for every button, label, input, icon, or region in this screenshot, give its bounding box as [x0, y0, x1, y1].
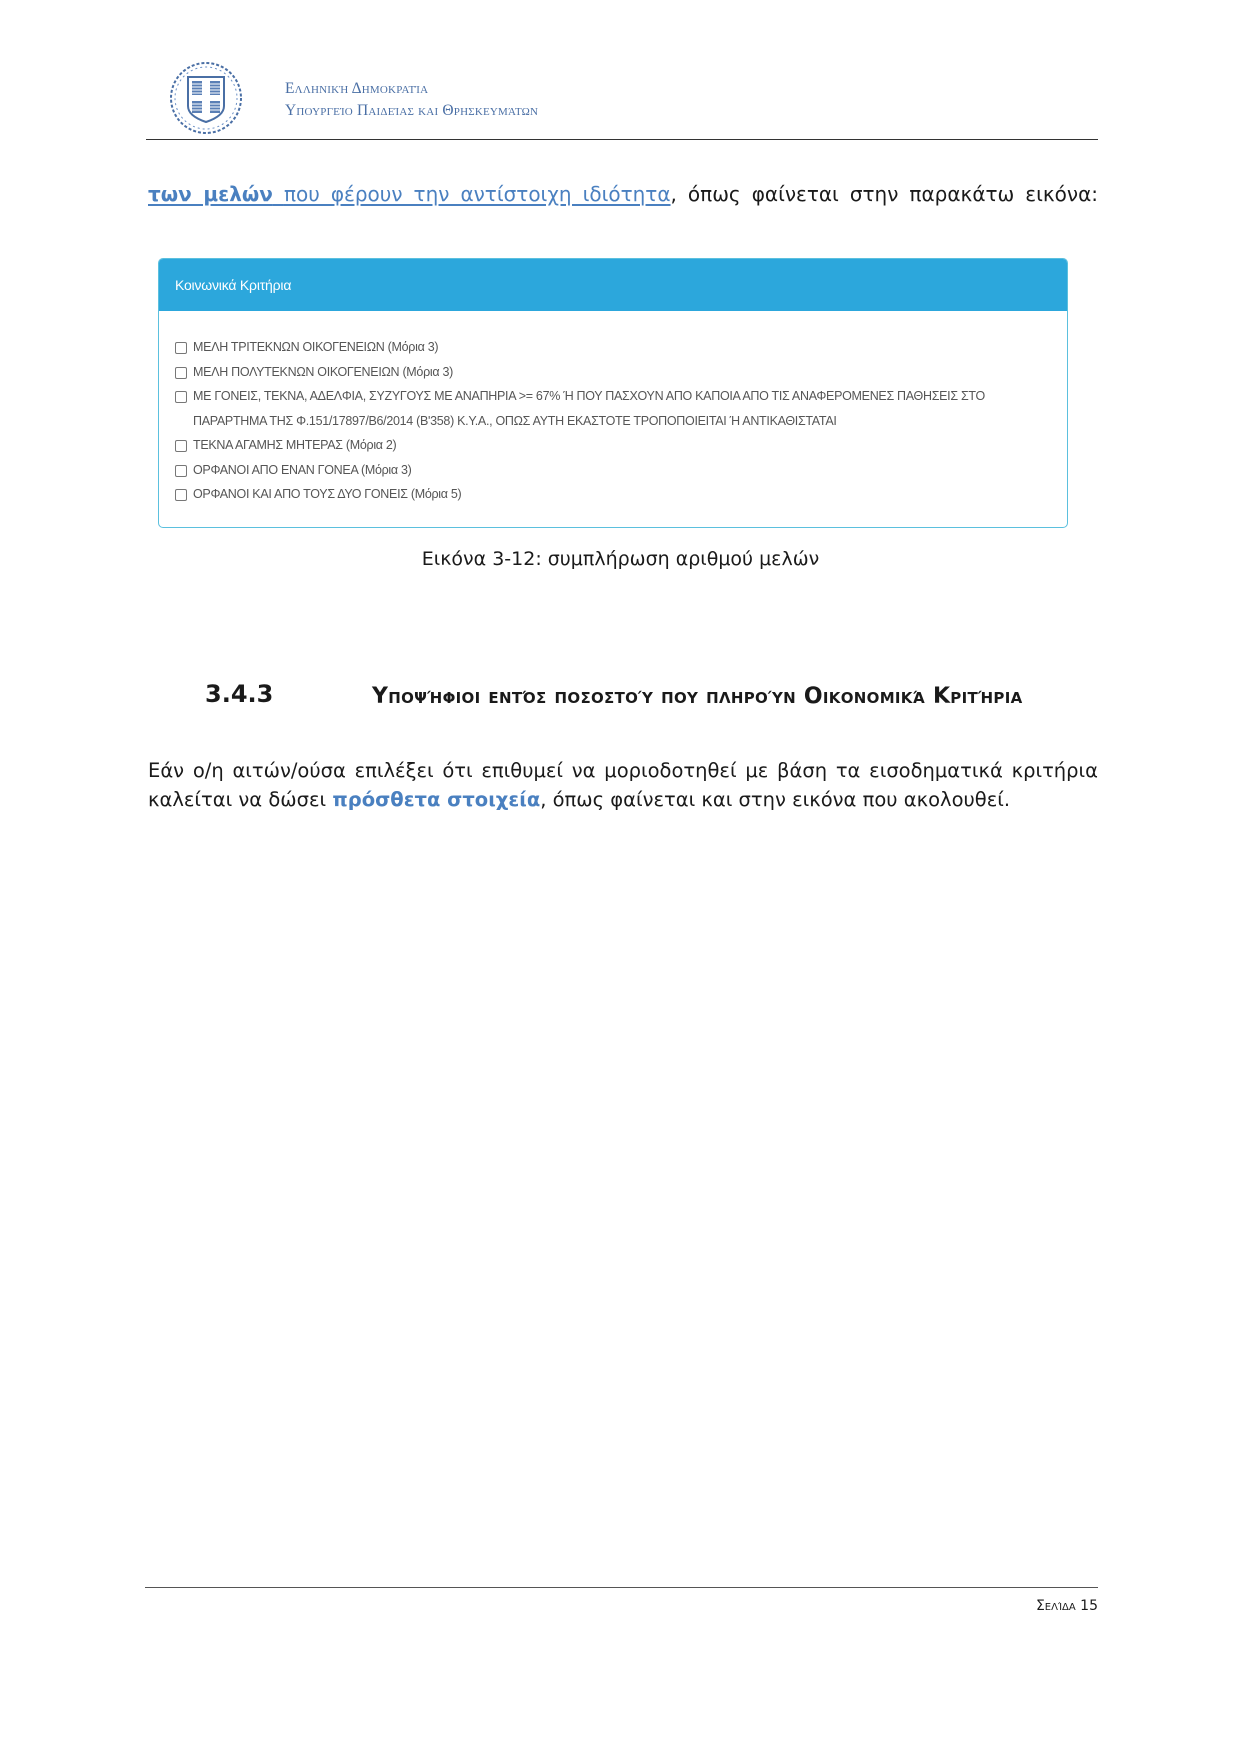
intro-tail: , όπως φαίνεται στην παρακάτω εικόνα:: [670, 182, 1099, 206]
footer-divider: [145, 1587, 1098, 1588]
social-criteria-panel: [158, 258, 1068, 528]
page-label: Σελίδα: [1035, 1598, 1076, 1614]
criteria-option[interactable]: [175, 360, 1051, 385]
body-text-tail: , όπως φαίνεται και στην εικόνα που ακολουθεί.: [540, 788, 1011, 811]
checkbox[interactable]: [175, 465, 187, 477]
checkbox[interactable]: [175, 489, 187, 501]
criteria-option[interactable]: [175, 335, 1051, 360]
criteria-option[interactable]: [175, 384, 1051, 433]
checkbox[interactable]: [175, 391, 187, 403]
section-number: 3.4.3: [205, 680, 274, 708]
criteria-option[interactable]: [175, 482, 1051, 507]
option-label: ΟΡΦΑΝΟΙ ΚΑΙ ΑΠΟ ΤΟΥΣ ΔΥΟ ΓΟΝΕΙΣ (Μόρια 5): [193, 487, 462, 501]
additional-info-link[interactable]: πρόσθετα στοιχεία: [332, 788, 541, 811]
page-number: [1036, 1598, 1098, 1614]
section-title: Υποψήφιοι εντός ποσοστού που πληρούν Οικονομικά Κριτήρια: [372, 684, 1023, 709]
option-label: ΤΕΚΝΑ ΑΓΑΜΗΣ ΜΗΤΕΡΑΣ (Μόρια 2): [193, 438, 397, 452]
greek-coat-of-arms-icon: [168, 60, 244, 136]
criteria-option[interactable]: [175, 458, 1051, 483]
checkbox[interactable]: [175, 342, 187, 354]
option-label: ΜΕΛΗ ΠΟΛΥΤΕΚΝΩΝ ΟΙΚΟΓΕΝΕΙΩΝ (Μόρια 3): [193, 364, 453, 379]
header-divider: [146, 139, 1098, 140]
body-paragraph: [148, 756, 1098, 814]
page-number-value: 15: [1080, 1598, 1098, 1614]
panel-title: Κοινωνικά Κριτήρια: [175, 277, 292, 293]
panel-header: [159, 259, 1067, 311]
checkbox[interactable]: [175, 440, 187, 452]
header-ministry-text: [285, 78, 538, 122]
body-text: Εάν ο/η αιτών/ούσα επιλέξει ότι επιθυμεί να μοριοδοτηθεί με βάση τα εισοδηματικά κριτήρια καλείται να δώσει: [148, 759, 1098, 811]
option-label: ΟΡΦΑΝΟΙ ΑΠΟ ΕΝΑΝ ΓΟΝΕΑ (Μόρια 3): [193, 462, 412, 477]
figure-caption: Εικόνα 3-12: συμπλήρωση αριθμού μελών: [421, 548, 820, 570]
checkbox[interactable]: [175, 367, 187, 379]
header-line-1: Ελληνική Δημοκρατία: [285, 80, 429, 97]
criteria-option[interactable]: [175, 433, 1051, 458]
intro-paragraph: [148, 180, 1098, 208]
members-link[interactable]: των μελών που φέρουν την αντίστοιχη ιδιότητα: [148, 182, 671, 206]
header-line-2: Υπουργείο Παιδείας και Θρησκευμάτων: [285, 102, 539, 119]
criteria-list: [159, 311, 1067, 507]
option-label: ΜΕΛΗ ΤΡΙΤΕΚΝΩΝ ΟΙΚΟΓΕΝΕΙΩΝ (Μόρια 3): [193, 340, 439, 354]
option-label: ΜΕ ΓΟΝΕΙΣ, ΤΕΚΝΑ, ΑΔΕΛΦΙΑ, ΣΥΖΥΓΟΥΣ ΜΕ ΑΝΑΠΗΡΙΑ >= 67% Ή ΠΟΥ ΠΑΣΧΟΥΝ ΑΠΟ ΚΑΠΟΙΑ ΑΠΟ ΤΙΣ ΑΝΑΦΕΡΟΜΕΝΕΣ ΠΑΘΗΣΕΙΣ ΣΤΟ ΠΑΡΑΡΤΗΜΑ ΤΗΣ Φ.151/17897/Β6/2014 (Β'358) Κ.Υ.Α., ΟΠΩΣ ΑΥΤΗ ΕΚΑΣΤΟΤΕ ΤΡΟΠΟΠΟΙΕΙΤΑΙ Ή ΑΝΤΙΚΑΘΙΣΤΑΤΑΙ: [193, 389, 985, 428]
